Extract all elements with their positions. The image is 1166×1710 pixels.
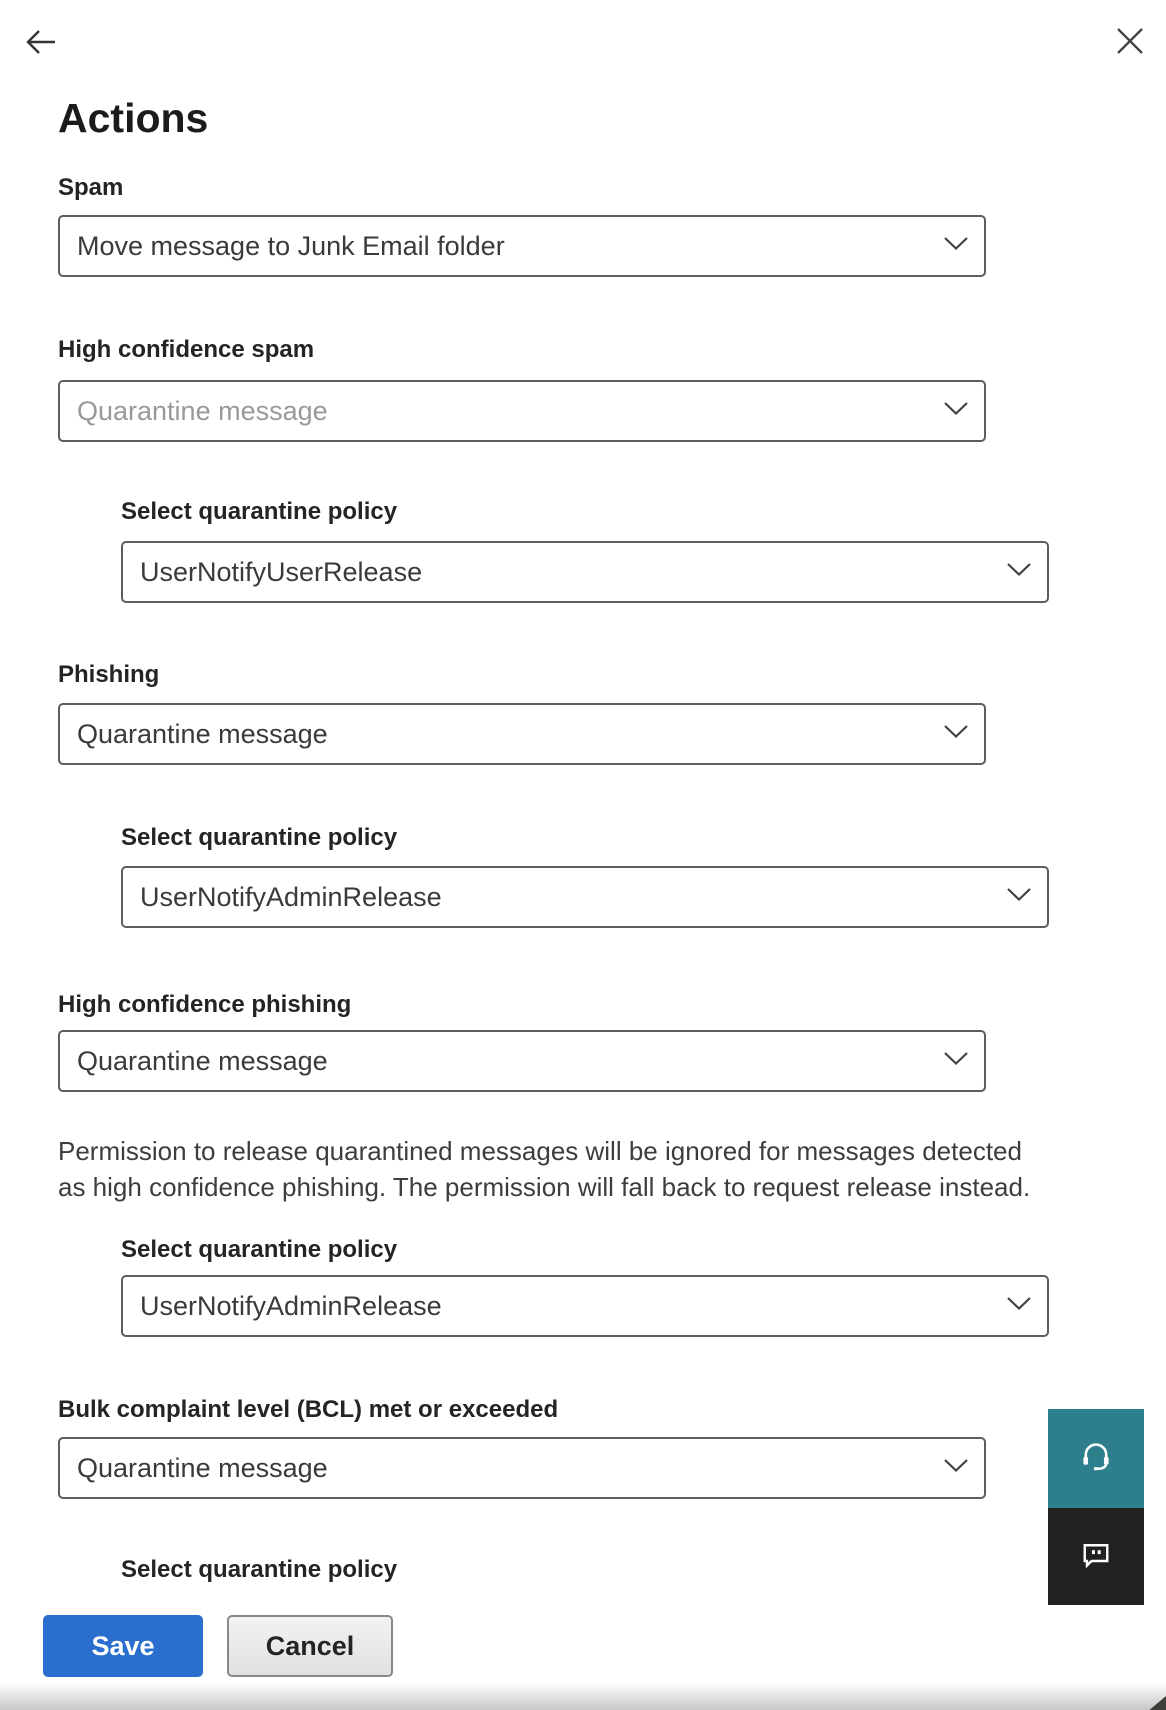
chevron-down-icon: [943, 724, 969, 744]
headset-icon: [1078, 1439, 1114, 1478]
bcl-dropdown-value: Quarantine message: [77, 1452, 328, 1483]
high-confidence-phishing-dropdown-value: Quarantine message: [77, 1045, 328, 1076]
feedback-button[interactable]: [1048, 1508, 1144, 1605]
phishing-quarantine-policy-value: UserNotifyAdminRelease: [140, 881, 442, 912]
phishing-quarantine-policy-dropdown[interactable]: [121, 866, 1049, 928]
chevron-down-icon: [943, 236, 969, 256]
chevron-down-icon: [1006, 562, 1032, 582]
hcp-quarantine-policy-value: UserNotifyAdminRelease: [140, 1290, 442, 1321]
arrow-left-icon: [25, 44, 57, 59]
spam-dropdown-value: Move message to Junk Email folder: [77, 230, 505, 261]
phishing-label: Phishing: [58, 661, 160, 688]
phishing-dropdown[interactable]: [58, 703, 986, 765]
phishing-dropdown-value: Quarantine message: [77, 718, 328, 749]
chevron-down-icon: [943, 1051, 969, 1071]
bcl-quarantine-policy-label-clipped: Select quarantine policy: [121, 1556, 398, 1583]
save-button[interactable]: Save: [43, 1615, 203, 1677]
chevron-down-icon: [1006, 1296, 1032, 1316]
high-confidence-spam-dropdown[interactable]: [58, 380, 986, 442]
high-confidence-phishing-label: High confidence phishing: [58, 991, 352, 1018]
spam-dropdown[interactable]: [58, 215, 986, 277]
high-confidence-spam-label: High confidence spam: [58, 336, 315, 363]
chevron-down-icon: [1006, 887, 1032, 907]
phishing-quarantine-policy-label: Select quarantine policy: [121, 824, 398, 851]
hcp-quarantine-policy-label: Select quarantine policy: [121, 1236, 398, 1263]
corner-cursor-artifact: [1148, 1692, 1166, 1710]
chat-icon: [1078, 1537, 1114, 1576]
hcs-quarantine-policy-label: Select quarantine policy: [121, 498, 398, 525]
high-confidence-spam-dropdown-value: Quarantine message: [77, 395, 328, 426]
hcs-quarantine-policy-value: UserNotifyUserRelease: [140, 556, 423, 587]
chevron-down-icon: [943, 1458, 969, 1478]
close-button[interactable]: [1115, 26, 1145, 56]
bottom-shadow-gradient: [0, 1682, 1166, 1710]
chevron-down-icon: [943, 401, 969, 421]
support-button[interactable]: [1048, 1409, 1144, 1508]
close-icon: [1115, 44, 1145, 59]
bcl-dropdown[interactable]: [58, 1437, 986, 1499]
hcs-quarantine-policy-dropdown[interactable]: [121, 541, 1049, 603]
page-title: Actions: [58, 95, 209, 141]
bcl-label: Bulk complaint level (BCL) met or exceeded: [58, 1396, 559, 1423]
hcp-permission-note: Permission to release quarantined messages will be ignored for messages detected as high confidence phishing. The permission will fall back to request release instead.: [58, 1136, 1031, 1202]
back-button[interactable]: [25, 28, 57, 56]
spam-label: Spam: [58, 174, 124, 201]
hcp-quarantine-policy-dropdown[interactable]: [121, 1275, 1049, 1337]
high-confidence-phishing-dropdown[interactable]: [58, 1030, 986, 1092]
cancel-button[interactable]: Cancel: [227, 1615, 393, 1677]
